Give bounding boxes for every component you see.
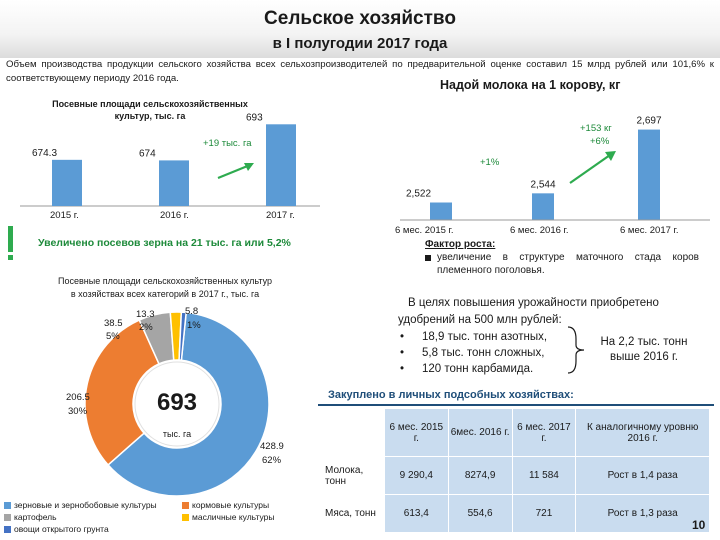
donut-label-grain-value: 428.9 (260, 441, 284, 452)
legend-item (182, 512, 274, 523)
milk-bar (638, 130, 660, 220)
growth-arrow (218, 165, 250, 178)
table-cell: 11 584 (512, 457, 576, 495)
fertilizer-intro-1: В целях повышения урожайности приобретено (408, 297, 659, 309)
legend-item (4, 524, 109, 535)
legend-swatch (182, 502, 189, 509)
table-header: К аналогичному уровню 2016 г. (576, 409, 710, 457)
fertilizer-bullet-icon: • (400, 363, 405, 375)
exclamation-icon (8, 226, 13, 252)
donut-label-potato-share: 5% (106, 331, 120, 342)
table-cell: 613,4 (384, 495, 448, 533)
legend-label: картофель (14, 512, 57, 522)
fertilizer-item: 18,9 тыс. тонн азотных, (422, 331, 548, 343)
page-number: 10 (692, 518, 706, 532)
fertilizer-bullet-icon: • (400, 347, 405, 359)
x-tick-label: 2016 г. (160, 210, 189, 221)
fertilizer-intro-2: удобрений на 500 млн рублей: (398, 314, 562, 326)
legend-label: овощи открытого грунта (14, 524, 109, 534)
growth-factor-bullet-icon (425, 255, 431, 261)
donut-label-fodder-share: 30% (68, 406, 88, 417)
purchase-table-rule (318, 404, 714, 406)
table-row-header: Молока, тонн (323, 457, 385, 495)
x-tick-label: 2015 г. (50, 210, 79, 221)
donut-label-veg-share: 1% (187, 320, 201, 331)
grain-note: Увеличено посевов зерна на 21 тыс. га или 5,2% (38, 237, 291, 249)
table-header: 6 мес. 2015 г. (384, 409, 448, 457)
donut-label-oil-share: 2% (139, 322, 153, 333)
donut-title-1: Посевные площади сельскохозяйственных культур (58, 276, 272, 286)
legend-swatch (4, 514, 11, 521)
donut-title-2: в хозяйствах всех категорий в 2017 г., тыс. га (70, 289, 260, 299)
purchase-table-title: Закуплено в личных подсобных хозяйствах: (328, 389, 574, 401)
milk-growth-2a: +153 кг (580, 123, 612, 134)
fertilizer-item: 5,8 тыс. тонн сложных, (422, 347, 545, 359)
milk-chart-svg (380, 75, 720, 250)
brace-icon (566, 325, 586, 375)
milk-value-label: 2,697 (636, 115, 662, 127)
sown-value-label: 674 (139, 148, 156, 160)
sown-bar (266, 124, 296, 206)
table-header: 6мес. 2016 г. (448, 409, 512, 457)
milk-chart-title: Надой молока на 1 корову, кг (440, 78, 621, 92)
page-title: Сельское хозяйство (264, 8, 456, 29)
x-tick-label: 6 мес. 2015 г. (395, 225, 454, 236)
table-cell: Рост в 1,4 раза (576, 457, 710, 495)
milk-chart (380, 75, 720, 250)
legend-item (182, 500, 269, 511)
table-cell: 721 (512, 495, 576, 533)
fertilizer-block (398, 295, 718, 380)
sown-value-label: 693 (246, 112, 263, 124)
growth-arrow (570, 155, 610, 183)
growth-arrow-head (605, 151, 616, 161)
sown-bar (159, 160, 189, 206)
x-tick-label: 2017 г. (266, 210, 295, 221)
exclamation-dot (8, 255, 13, 260)
legend-item (4, 500, 157, 511)
donut-label-potato-value: 38.5 (104, 318, 123, 329)
table-header-row (323, 409, 710, 457)
milk-bar (532, 193, 554, 220)
sown-value-label: 674.3 (32, 147, 58, 159)
table-row-header: Мяса, тонн (323, 495, 385, 533)
fertilizer-item: 120 тонн карбамида. (422, 363, 534, 375)
milk-value-label: 2,544 (530, 179, 556, 191)
page-subtitle: в I полугодии 2017 года (272, 35, 448, 52)
growth-factor-item: увеличение в структуре маточного стада коров племенного поголовья. (437, 252, 699, 276)
table-corner (323, 409, 385, 457)
sown-chart (0, 95, 330, 225)
milk-growth-2b: +6% (590, 136, 610, 147)
donut-label-veg-value: 5.8 (185, 306, 199, 317)
legend-swatch (4, 502, 11, 509)
purchase-table (322, 408, 710, 533)
sown-chart-svg (0, 95, 330, 225)
legend-label: кормовые культуры (192, 500, 270, 510)
legend-item (4, 512, 57, 523)
x-tick-label: 6 мес. 2017 г. (620, 225, 679, 236)
donut-label-fodder-value: 206.5 (66, 392, 90, 403)
fertilizer-bullet-icon: • (400, 331, 405, 343)
sown-growth-label: +19 тыс. га (203, 138, 252, 149)
legend-swatch (182, 514, 189, 521)
x-tick-label: 6 мес. 2016 г. (510, 225, 569, 236)
table-row (323, 495, 710, 533)
legend-swatch (4, 526, 11, 533)
legend-label: зерновые и зернобобовые культуры (14, 500, 157, 510)
donut-center-unit: тыс. га (162, 429, 192, 439)
table-cell: Рост в 1,3 раза (576, 495, 710, 533)
growth-factor-title: Фактор роста: (425, 239, 496, 250)
table-cell: 8274,9 (448, 457, 512, 495)
intro-text: Объем производства продукции сельского хозяйства всех сельхозпроизводителей по предварительной оценке составил 15 млрд рублей или 101,6% к соответствующему периоду 2016 года. (6, 59, 714, 84)
milk-bar (430, 203, 452, 221)
donut-center-value: 693 (156, 389, 198, 416)
donut-label-oil-value: 13.3 (136, 309, 155, 320)
sown-bar (52, 160, 82, 206)
milk-value-label: 2,522 (406, 188, 432, 200)
table-cell: 554,6 (448, 495, 512, 533)
milk-growth-1: +1% (480, 157, 500, 168)
legend-label: масличные культуры (192, 512, 275, 522)
fertilizer-callout: На 2,2 тыс. тонн выше 2016 г. (600, 336, 688, 363)
table-header: 6 мес. 2017 г. (512, 409, 576, 457)
sown-chart-title: Посевные площади сельскохозяйственных культур, тыс. га (52, 99, 248, 121)
donut-label-grain-share: 62% (262, 455, 282, 466)
table-cell: 9 290,4 (384, 457, 448, 495)
table-row (323, 457, 710, 495)
